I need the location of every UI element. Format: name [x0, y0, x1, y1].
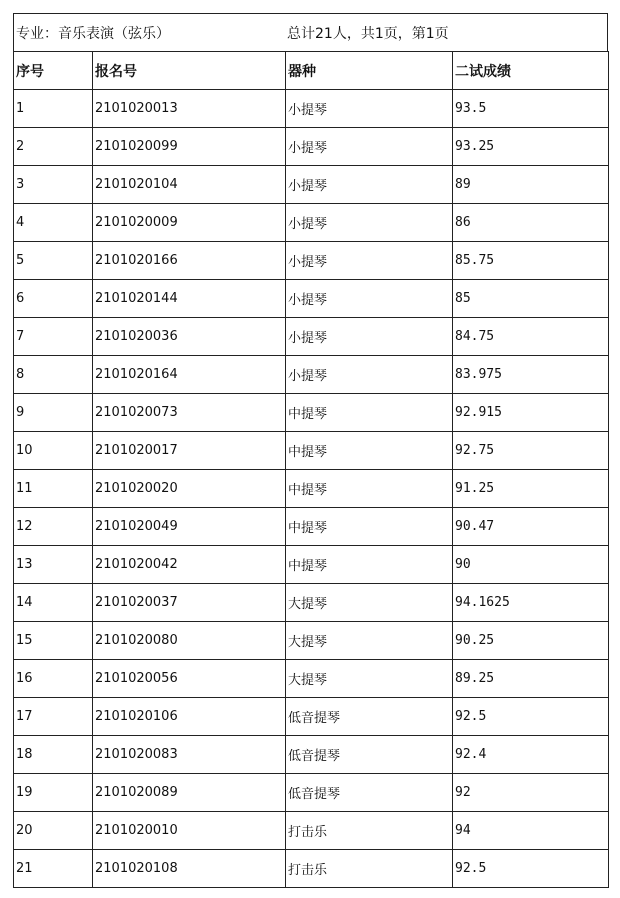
cell-instrument: 大提琴: [286, 584, 453, 622]
cell-instrument: 小提琴: [286, 356, 453, 394]
cell-instrument: 小提琴: [286, 318, 453, 356]
cell-index: 1: [14, 90, 93, 128]
cell-score: 92.75: [453, 432, 609, 470]
cell-instrument: 低音提琴: [286, 774, 453, 812]
table-row: [14, 356, 609, 394]
table-row: [14, 698, 609, 736]
cell-score: 84.75: [453, 318, 609, 356]
table-row: [14, 470, 609, 508]
cell-index: 6: [14, 280, 93, 318]
cell-index: 21: [14, 850, 93, 888]
cell-score: 92.5: [453, 698, 609, 736]
cell-reg-no: 2101020164: [93, 356, 286, 394]
table-row: [14, 204, 609, 242]
cell-index: 19: [14, 774, 93, 812]
cell-instrument: 中提琴: [286, 432, 453, 470]
cell-score: 94.1625: [453, 584, 609, 622]
table-row: [14, 584, 609, 622]
table-body: [14, 90, 609, 888]
cell-index: 13: [14, 546, 93, 584]
cell-score: 83.975: [453, 356, 609, 394]
cell-index: 18: [14, 736, 93, 774]
table-row: [14, 280, 609, 318]
cell-score: 93.5: [453, 90, 609, 128]
table-row: [14, 318, 609, 356]
cell-index: 17: [14, 698, 93, 736]
table-row: [14, 508, 609, 546]
results-table: [13, 51, 609, 888]
table-row: [14, 660, 609, 698]
cell-index: 9: [14, 394, 93, 432]
cell-instrument: 打击乐: [286, 850, 453, 888]
cell-instrument: 中提琴: [286, 508, 453, 546]
cell-reg-no: 2101020080: [93, 622, 286, 660]
cell-instrument: 小提琴: [286, 166, 453, 204]
table-row: [14, 394, 609, 432]
cell-score: 85: [453, 280, 609, 318]
table-row: [14, 546, 609, 584]
cell-reg-no: 2101020144: [93, 280, 286, 318]
cell-reg-no: 2101020166: [93, 242, 286, 280]
cell-index: 14: [14, 584, 93, 622]
cell-reg-no: 2101020013: [93, 90, 286, 128]
cell-reg-no: 2101020056: [93, 660, 286, 698]
cell-score: 91.25: [453, 470, 609, 508]
column-header-reg-no: 报名号: [93, 52, 286, 90]
page-summary: 总计21人，共1页，第1页: [287, 25, 449, 42]
cell-reg-no: 2101020017: [93, 432, 286, 470]
cell-instrument: 中提琴: [286, 470, 453, 508]
cell-index: 7: [14, 318, 93, 356]
cell-index: 3: [14, 166, 93, 204]
cell-score: 90: [453, 546, 609, 584]
cell-score: 92.4: [453, 736, 609, 774]
cell-reg-no: 2101020106: [93, 698, 286, 736]
sheet-header: [13, 13, 608, 51]
cell-reg-no: 2101020049: [93, 508, 286, 546]
table-row: [14, 128, 609, 166]
table-header-row: [14, 52, 609, 90]
cell-index: 4: [14, 204, 93, 242]
cell-index: 8: [14, 356, 93, 394]
cell-score: 90.25: [453, 622, 609, 660]
cell-reg-no: 2101020099: [93, 128, 286, 166]
cell-index: 2: [14, 128, 93, 166]
cell-index: 11: [14, 470, 93, 508]
cell-reg-no: 2101020037: [93, 584, 286, 622]
cell-index: 16: [14, 660, 93, 698]
cell-index: 10: [14, 432, 93, 470]
table-row: [14, 242, 609, 280]
cell-reg-no: 2101020009: [93, 204, 286, 242]
table-row: [14, 90, 609, 128]
cell-index: 20: [14, 812, 93, 850]
cell-score: 92.5: [453, 850, 609, 888]
cell-score: 85.75: [453, 242, 609, 280]
table-row: [14, 736, 609, 774]
cell-reg-no: 2101020104: [93, 166, 286, 204]
table-row: [14, 850, 609, 888]
column-header-score: 二试成绩: [453, 52, 609, 90]
cell-reg-no: 2101020073: [93, 394, 286, 432]
cell-instrument: 小提琴: [286, 90, 453, 128]
column-header-index: 序号: [14, 52, 93, 90]
results-sheet: [13, 13, 608, 888]
cell-score: 92: [453, 774, 609, 812]
cell-score: 90.47: [453, 508, 609, 546]
cell-reg-no: 2101020083: [93, 736, 286, 774]
table-row: [14, 432, 609, 470]
cell-instrument: 中提琴: [286, 546, 453, 584]
cell-index: 5: [14, 242, 93, 280]
table-row: [14, 166, 609, 204]
cell-instrument: 小提琴: [286, 128, 453, 166]
cell-score: 94: [453, 812, 609, 850]
major-label: 专业：音乐表演（弦乐）: [16, 25, 170, 42]
cell-score: 86: [453, 204, 609, 242]
cell-instrument: 小提琴: [286, 204, 453, 242]
cell-instrument: 大提琴: [286, 660, 453, 698]
cell-score: 89.25: [453, 660, 609, 698]
cell-score: 89: [453, 166, 609, 204]
cell-score: 92.915: [453, 394, 609, 432]
table-row: [14, 774, 609, 812]
cell-instrument: 中提琴: [286, 394, 453, 432]
cell-index: 12: [14, 508, 93, 546]
column-header-instrument: 器种: [286, 52, 453, 90]
table-row: [14, 812, 609, 850]
cell-reg-no: 2101020042: [93, 546, 286, 584]
cell-reg-no: 2101020020: [93, 470, 286, 508]
cell-reg-no: 2101020108: [93, 850, 286, 888]
cell-score: 93.25: [453, 128, 609, 166]
cell-instrument: 低音提琴: [286, 736, 453, 774]
cell-instrument: 小提琴: [286, 280, 453, 318]
cell-instrument: 小提琴: [286, 242, 453, 280]
cell-instrument: 低音提琴: [286, 698, 453, 736]
table-row: [14, 622, 609, 660]
cell-reg-no: 2101020036: [93, 318, 286, 356]
cell-reg-no: 2101020089: [93, 774, 286, 812]
cell-index: 15: [14, 622, 93, 660]
cell-instrument: 打击乐: [286, 812, 453, 850]
cell-instrument: 大提琴: [286, 622, 453, 660]
cell-reg-no: 2101020010: [93, 812, 286, 850]
